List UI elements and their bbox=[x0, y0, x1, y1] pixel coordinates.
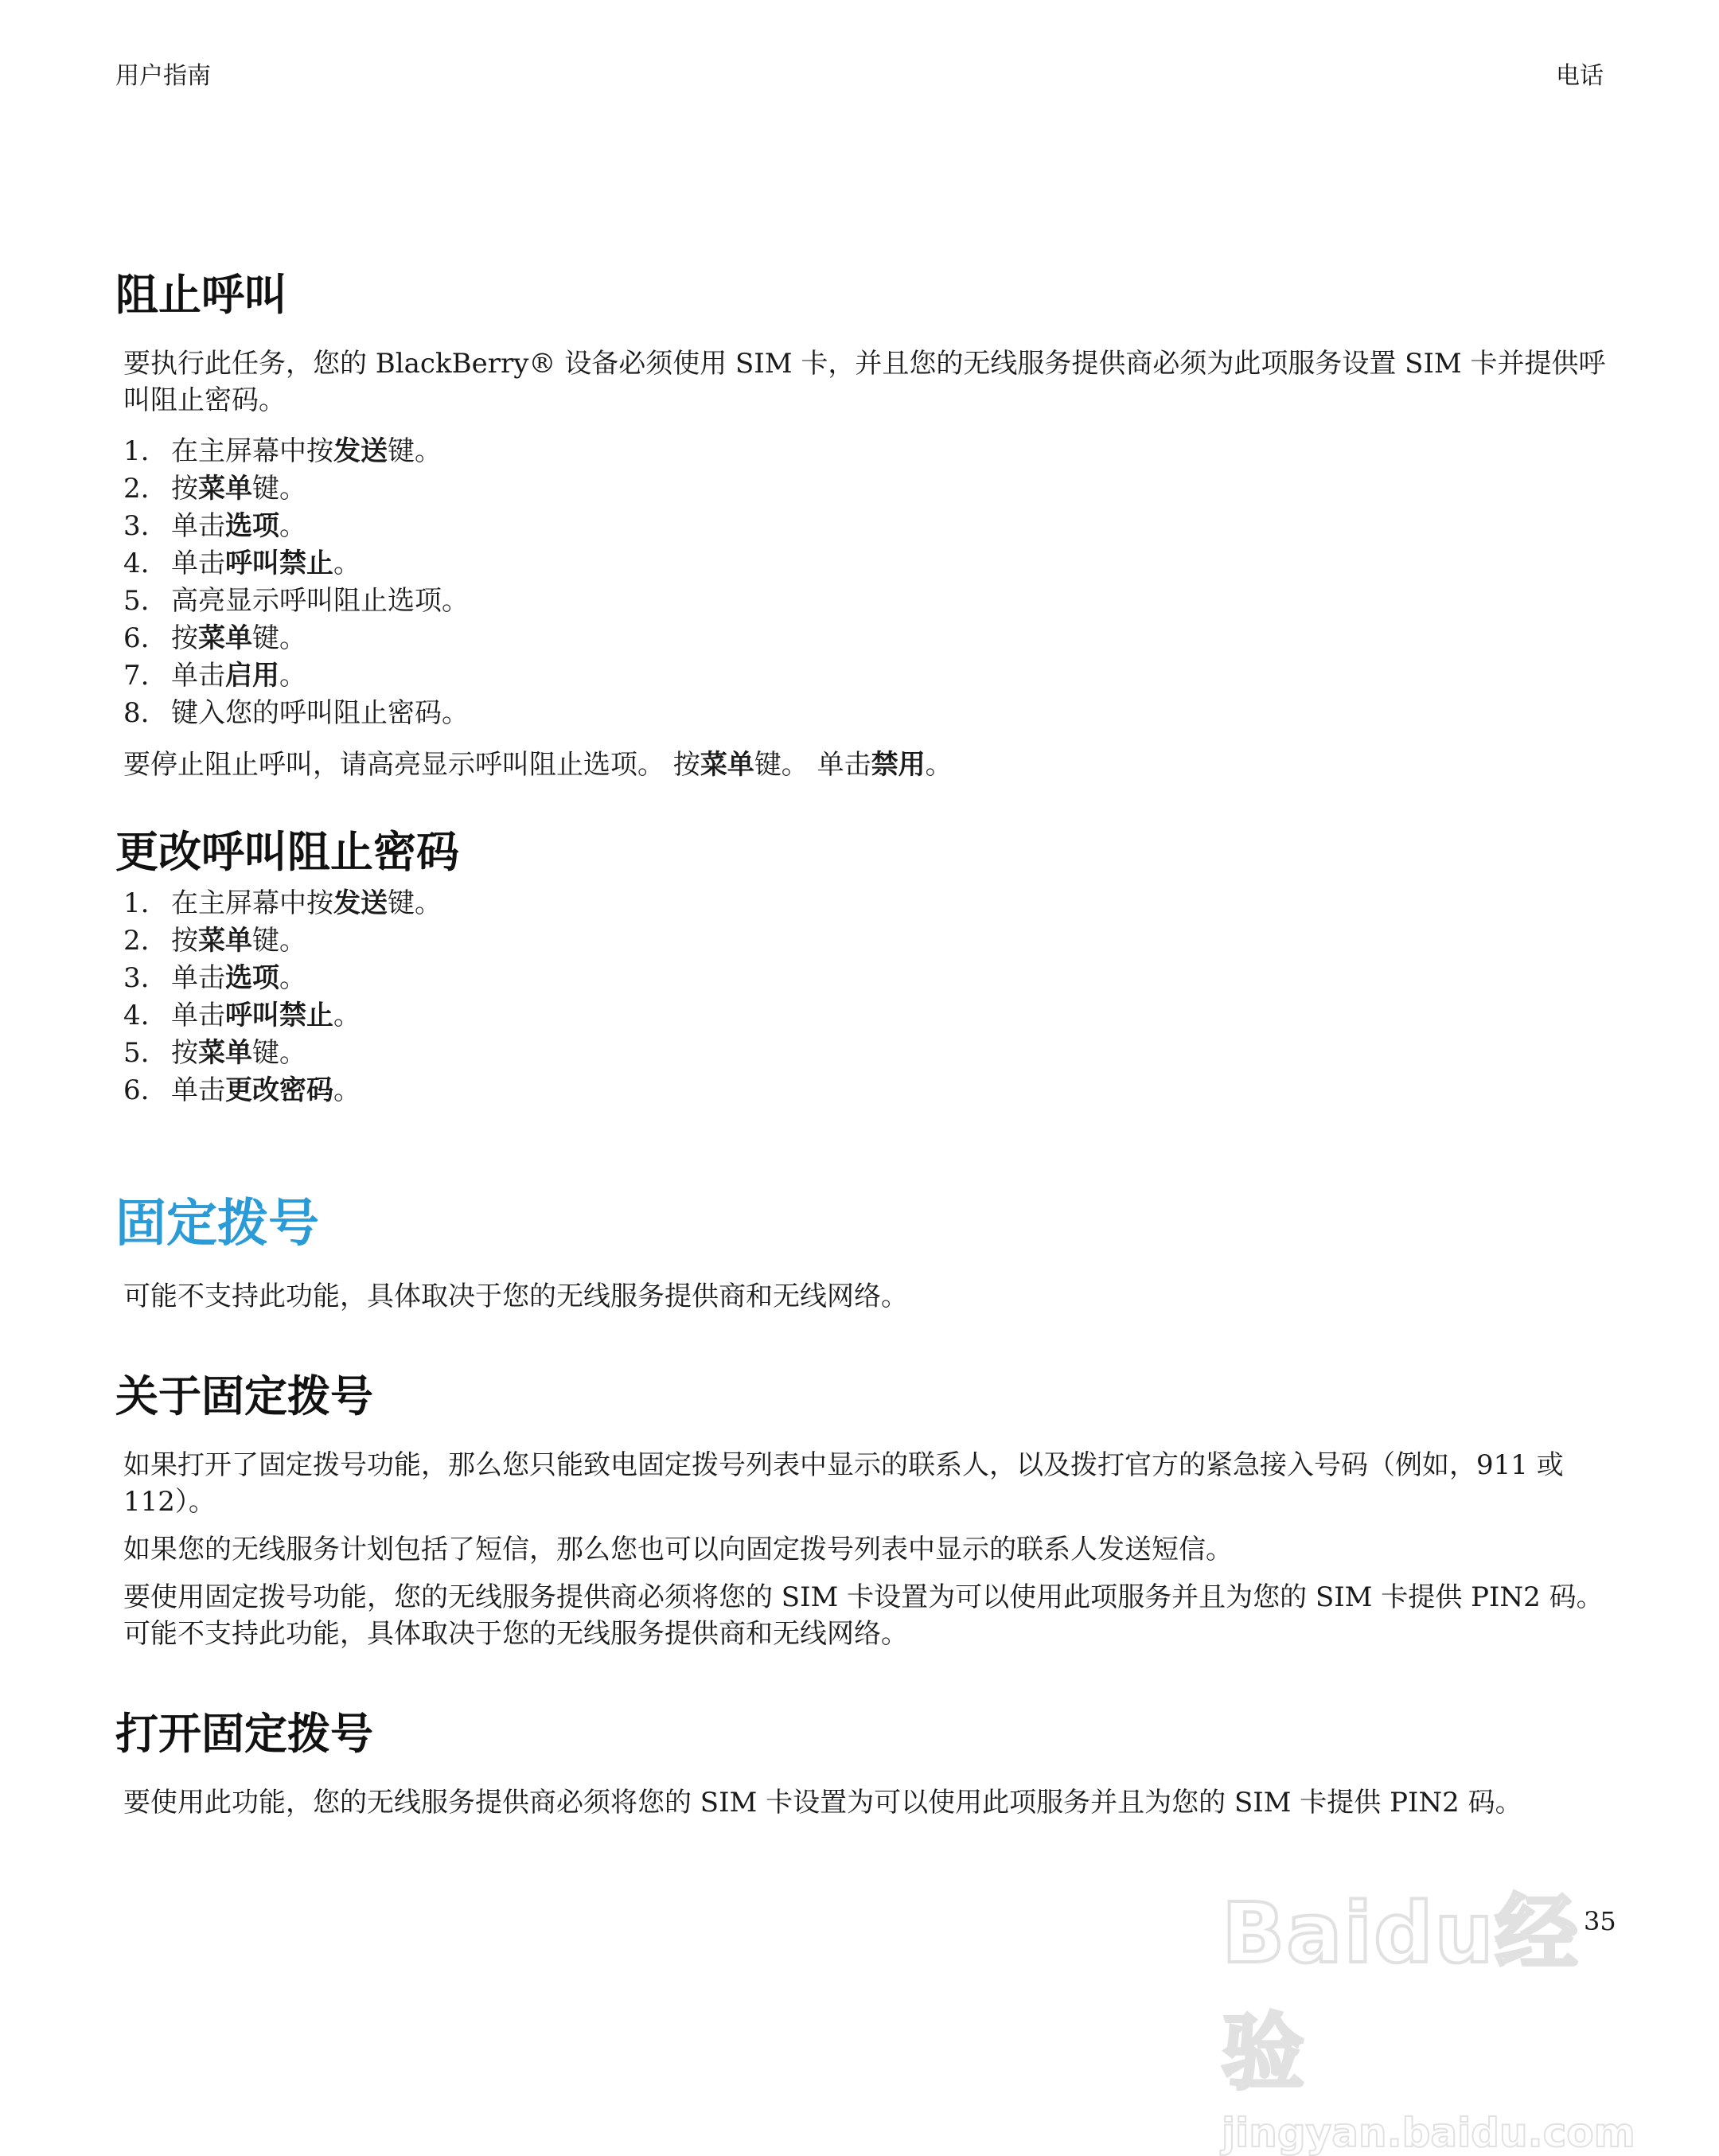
about-fixed-dialing-p1: 如果打开了固定拨号功能，那么您只能致电固定拨号列表中显示的联系人，以及拨打官方的紧急接入号码（例如，911 或 112）。 bbox=[123, 1448, 1564, 1518]
step-number: 4. bbox=[123, 548, 150, 580]
step-text: 高亮显示呼叫阻止选项。 bbox=[171, 585, 469, 618]
change-password-steps bbox=[123, 885, 1612, 1109]
heading-change-password: 更改呼叫阻止密码 bbox=[115, 827, 459, 878]
step-text: 按菜单键。 bbox=[171, 925, 306, 957]
turn-on-fixed-dialing-p1: 要使用此功能，您的无线服务提供商必须将您的 SIM 卡设置为可以使用此项服务并且为您的 SIM 卡提供 PIN2 码。 bbox=[123, 1786, 1522, 1819]
heading-about-fixed-dialing: 关于固定拨号 bbox=[115, 1370, 373, 1421]
step-number: 2. bbox=[123, 925, 150, 957]
step-item bbox=[123, 470, 1612, 508]
step-text: 单击呼叫禁止。 bbox=[171, 548, 361, 580]
about-fixed-dialing-p3: 要使用固定拨号功能，您的无线服务提供商必须将您的 SIM 卡设置为可以使用此项服务并且为您的 SIM 卡提供 PIN2 码。 可能不支持此功能，具体取决于您的无线服务提供商和无线网络。 bbox=[123, 1581, 1604, 1650]
step-item bbox=[123, 508, 1612, 545]
step-text: 单击启用。 bbox=[171, 660, 306, 692]
step-item bbox=[123, 1072, 1612, 1109]
step-item bbox=[123, 695, 1612, 732]
step-text: 单击选项。 bbox=[171, 510, 306, 543]
block-calls-note: 要停止阻止呼叫，请高亮显示呼叫阻止选项。 按菜单键。 单击禁用。 bbox=[123, 749, 953, 782]
step-number: 6. bbox=[123, 622, 150, 655]
about-fixed-dialing-p2: 如果您的无线服务计划包括了短信，那么您也可以向固定拨号列表中显示的联系人发送短信。 bbox=[123, 1533, 1233, 1565]
step-number: 1. bbox=[123, 435, 150, 468]
header-chapter-title: 电话 bbox=[1556, 62, 1604, 90]
step-number: 7. bbox=[123, 660, 150, 692]
watermark-logo: Baidu经验 bbox=[1222, 1885, 1580, 2101]
heading-fixed-dialing: 固定拨号 bbox=[115, 1195, 319, 1254]
step-number: 1. bbox=[123, 887, 150, 920]
step-number: 5. bbox=[123, 1037, 150, 1070]
step-item bbox=[123, 657, 1612, 695]
step-number: 8. bbox=[123, 697, 150, 730]
step-item bbox=[123, 545, 1612, 583]
step-text: 单击选项。 bbox=[171, 962, 306, 995]
step-number: 6. bbox=[123, 1074, 150, 1107]
step-item bbox=[123, 1035, 1612, 1072]
step-item bbox=[123, 433, 1612, 470]
header-section-title: 用户指南 bbox=[115, 62, 211, 90]
block-calls-intro: 要执行此任务，您的 BlackBerry® 设备必须使用 SIM 卡，并且您的无线服务提供商必须为此项服务设置 SIM 卡并提供呼叫阻止密码。 bbox=[123, 348, 1606, 417]
step-text: 单击更改密码。 bbox=[171, 1074, 361, 1107]
step-text: 按菜单键。 bbox=[171, 622, 306, 655]
step-number: 4. bbox=[123, 1000, 150, 1032]
step-item bbox=[123, 885, 1612, 922]
step-text: 在主屏幕中按发送键。 bbox=[171, 887, 442, 920]
step-item bbox=[123, 997, 1612, 1035]
step-item bbox=[123, 922, 1612, 960]
heading-turn-on-fixed-dialing: 打开固定拨号 bbox=[115, 1708, 373, 1759]
step-item bbox=[123, 960, 1612, 997]
step-number: 5. bbox=[123, 585, 150, 618]
fixed-dialing-intro: 可能不支持此功能，具体取决于您的无线服务提供商和无线网络。 bbox=[123, 1280, 908, 1312]
step-item bbox=[123, 620, 1612, 657]
step-number: 3. bbox=[123, 962, 150, 995]
baidu-watermark bbox=[1222, 1866, 1635, 2156]
step-text: 按菜单键。 bbox=[171, 473, 306, 505]
step-text: 键入您的呼叫阻止密码。 bbox=[171, 697, 469, 730]
watermark-url: jingyan.baidu.com bbox=[1222, 2110, 1635, 2156]
step-number: 2. bbox=[123, 473, 150, 505]
block-calls-steps bbox=[123, 433, 1612, 732]
step-item bbox=[123, 583, 1612, 620]
page-number: 35 bbox=[1584, 1906, 1616, 1936]
step-text: 单击呼叫禁止。 bbox=[171, 1000, 361, 1032]
step-number: 3. bbox=[123, 510, 150, 543]
page-content bbox=[115, 271, 1612, 1832]
step-text: 按菜单键。 bbox=[171, 1037, 306, 1070]
heading-block-calls: 阻止呼叫 bbox=[115, 270, 287, 320]
step-text: 在主屏幕中按发送键。 bbox=[171, 435, 442, 468]
